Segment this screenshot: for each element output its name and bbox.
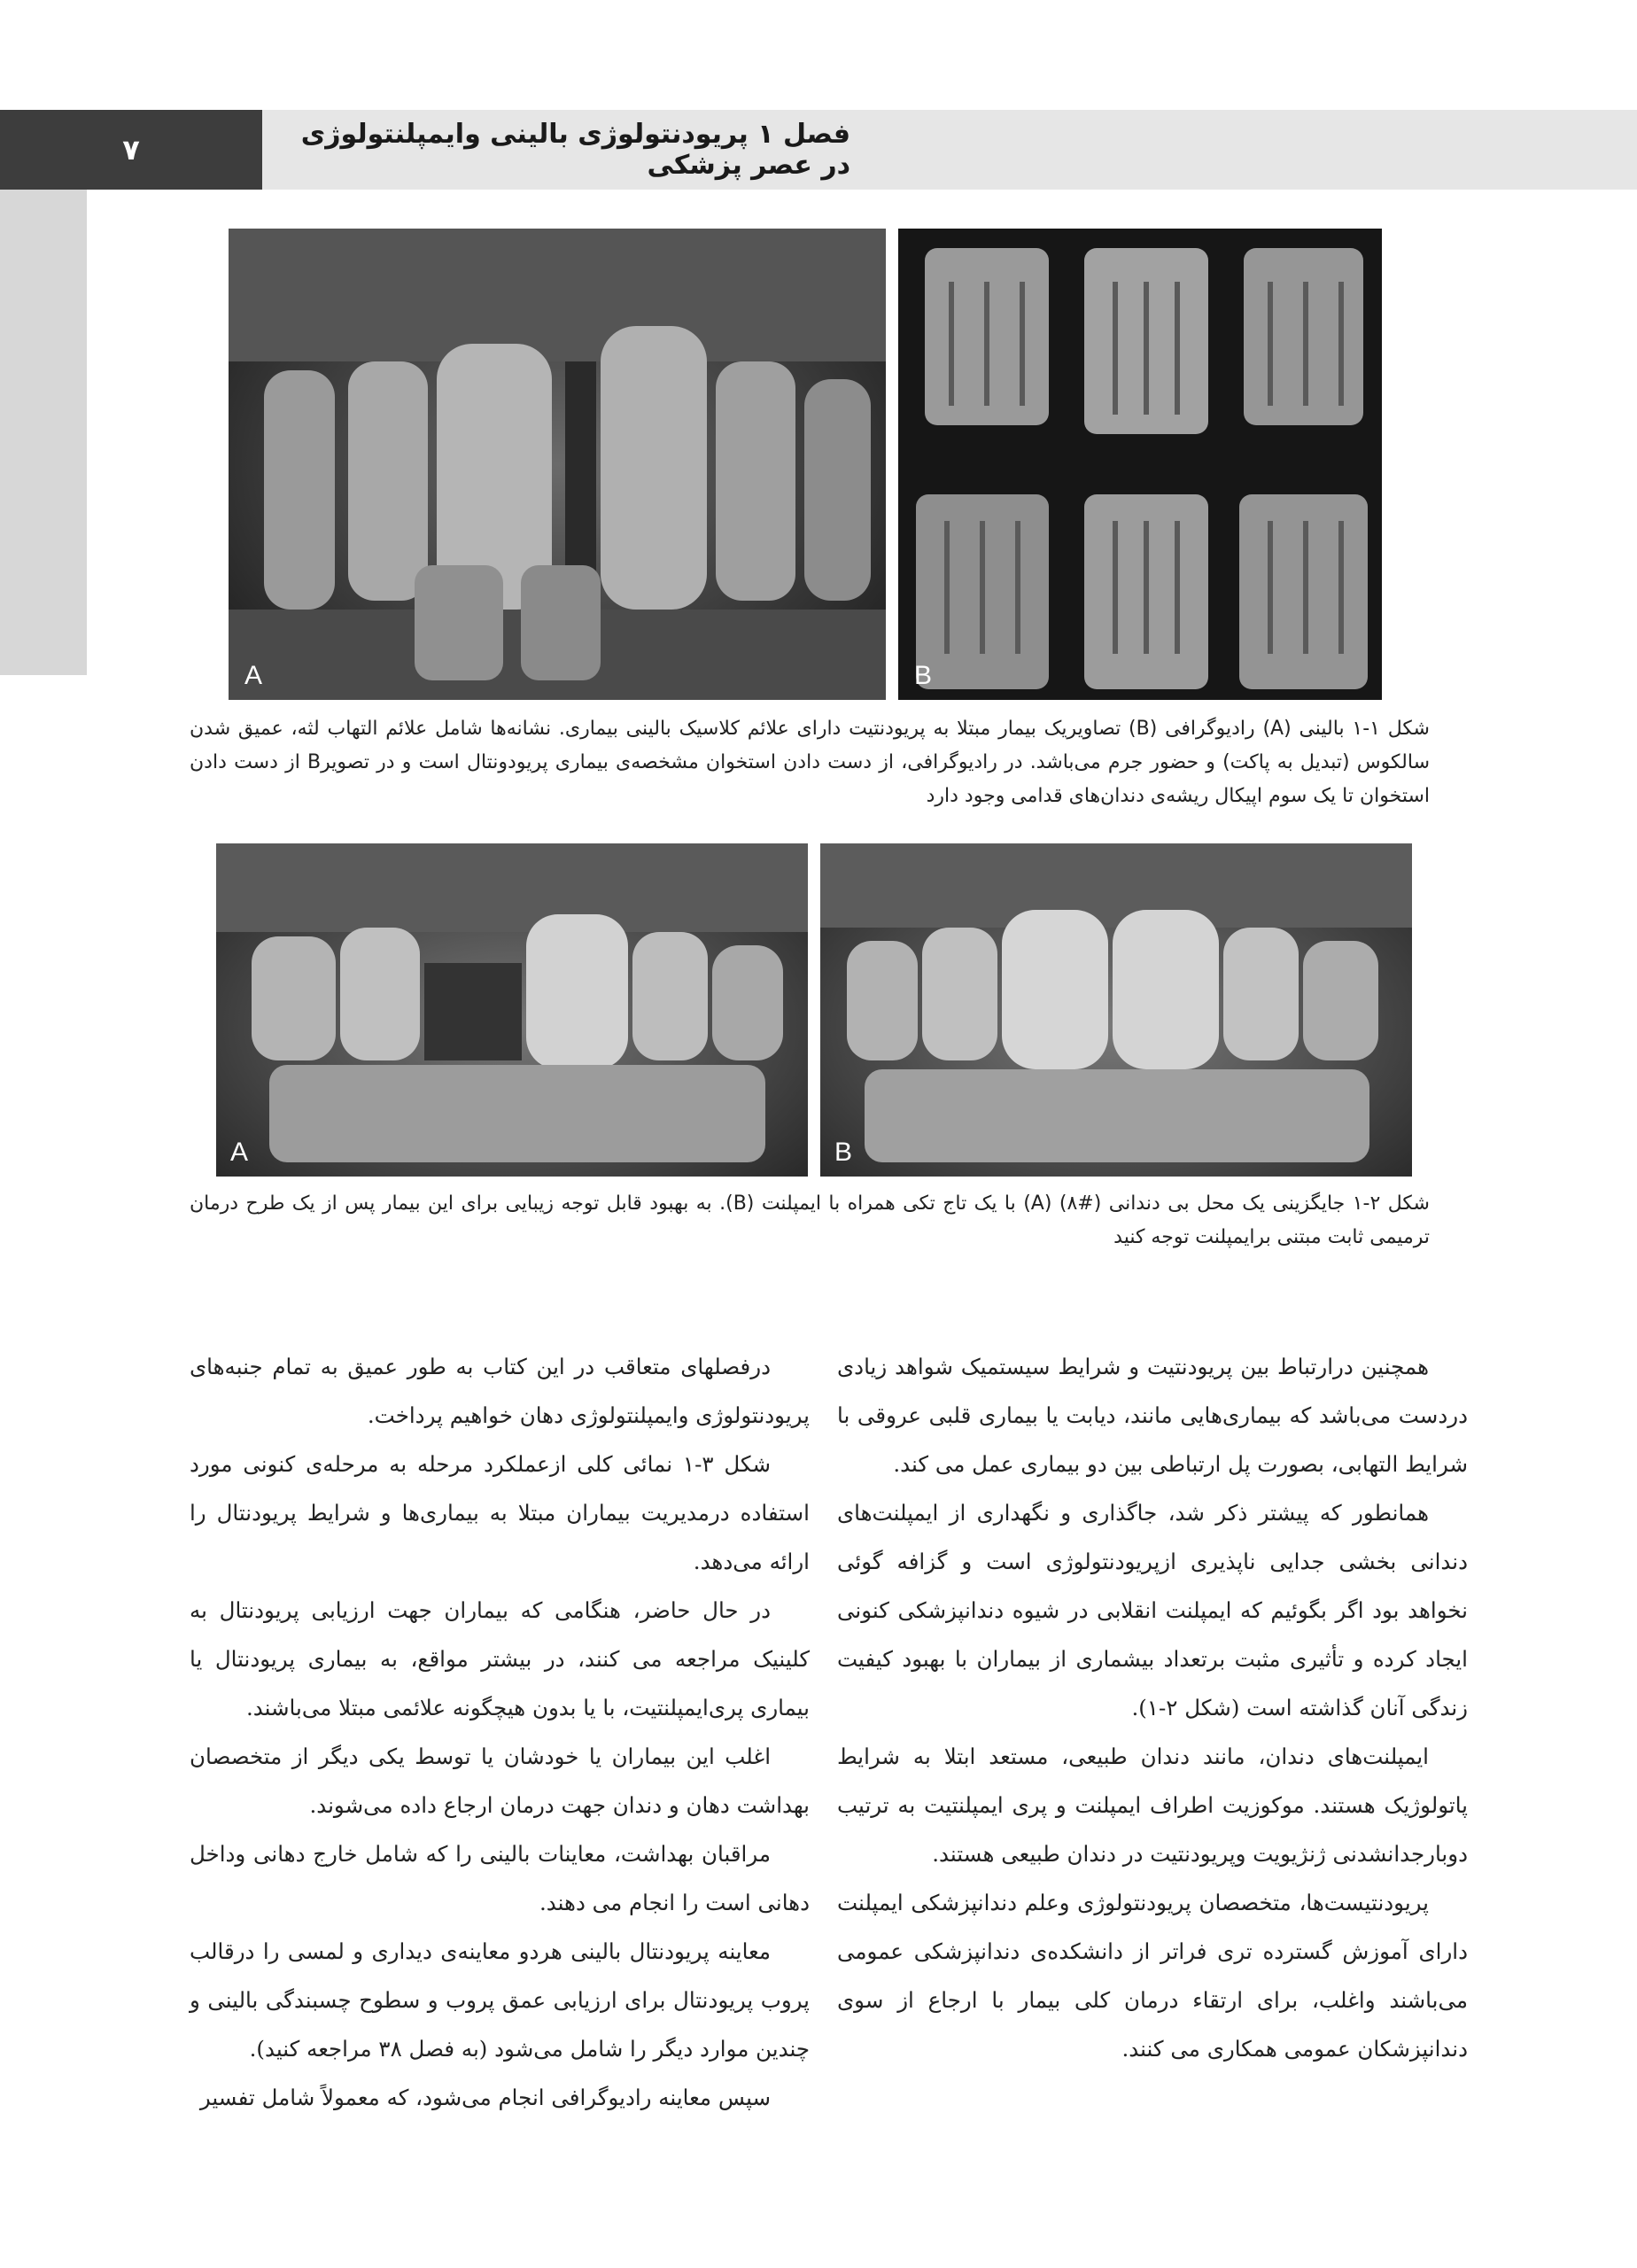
body-right-column xyxy=(837,1342,1468,2073)
figure2-caption: شکل ۲-۱ جایگزینی یک محل بی دندانی (#۸) (A) با یک تاج تکی همراه با ایمپلنت (B). به بهبود قابل توجه زیبایی برای این بیمار پس از یک طرح درمان ترمیمی ثابت مبتنی برایمپلنت توجه کنید xyxy=(190,1192,1430,1248)
body-paragraph: در حال حاضر، هنگامی که بیماران جهت ارزیابی پریودنتال به کلینیک مراجعه می کنند، در بیشتر مواقع، به بیماری پریودنتال یا بیماری پری‌ایمپلنتیت، با یا بدون هیچگونه علائمی مبتلا می‌باشند. xyxy=(190,1597,810,1720)
figure1-panel-a-label: A xyxy=(244,661,263,690)
body-left-column xyxy=(190,1342,810,2122)
figure1-panel-b-label: B xyxy=(914,661,933,690)
body-paragraph: مراقبان بهداشت، معاینات بالینی را که شامل خارج دهانی وداخل دهانی است را انجام می دهند. xyxy=(190,1841,810,1915)
body-paragraph: شکل ۳-۱ نمائی کلی ازعملکرد مرحله به مرحله‌ی کنونی مورد استفاده درمدیریت بیماران مبتلا به بیماری‌ها و شرایط پریودنتال را ارائه می‌دهد. xyxy=(190,1451,810,1574)
body-paragraph: پریودنتیست‌ها، متخصصان پریودنتولوژی وعلم دندانپزشکی ایمپلنت دارای آموزش گسترده تری فراتر از دانشکده‌ی دندانپزشکی عمومی می‌باشند واغلب، برای ارتقاء درمان کلی بیمار با ارجاع از سوی دندانپزشکان عمومی همکاری می کنند. xyxy=(837,1890,1468,2062)
body-paragraph: ایمپلنت‌های دندان، مانند دندان طبیعی، مستعد ابتلا به شرایط پاتولوژیک هستند. موکوزیت اطراف ایمپلنت و پری ایمپلنتیت به ترتیب دوبارجدانشدنی ژنژیویت وپریودنتیت در دندان طبیعی هستند. xyxy=(837,1744,1468,1867)
running-title: فصل ۱ پریودنتولوژی بالینی وایمپلنتولوژی در عصر پزشکی xyxy=(300,119,850,181)
body-paragraph: درفصلهای متعاقب در این کتاب به طور عمیق به تمام جنبه‌های پریودنتولوژی وایمپلنتولوژی دهان خواهیم پرداخت. xyxy=(190,1354,810,1428)
figure2-panel-b-label: B xyxy=(834,1138,853,1167)
side-tab xyxy=(0,190,87,675)
body-paragraph: همانطور که پیشتر ذکر شد، جاگذاری و نگهداری از ایمپلنت‌های دندانی بخشی جدایی ناپذیری ازپریودنتولوژی است و گزافه گوئی نخواهد بود اگر بگوئیم که ایمپلنت انقلابی در شیوه دندانپزشکی کنونی ایجاد کرده و تأثیری مثبت برتعداد بیشماری از بیماران با بهبود کیفیت زندگی آنان گذاشته است (شکل ۲-۱). xyxy=(837,1500,1468,1720)
body-paragraph: اغلب این بیماران یا خودشان یا توسط یکی دیگر از متخصصان بهداشت دهان و دندان جهت درمان ارجاع داده می‌شوند. xyxy=(190,1744,810,1818)
body-paragraph: همچنین درارتباط بین پریودنتیت و شرایط سیستمیک شواهد زیادی دردست می‌باشد که بیماری‌هایی مانند، دیابت یا بیماری قلبی عروقی با شرایط التهابی، بصورت پل ارتباطی بین دو بیماری عمل می کند. xyxy=(837,1354,1468,1477)
page-number: ۷ xyxy=(0,110,262,190)
figure2-panel-b-photo xyxy=(820,843,1412,1177)
figure1-caption: شکل ۱-۱ بالینی (A) رادیوگرافی (B) تصاویریک بیمار مبتلا به پریودنتیت دارای علائم کلاسیک بالینی بیماری. نشانه‌ها شامل علائم التهاب لثه، عمیق شدن سالکوس (تبدیل به پاکت) و حضور جرم می‌باشد. در رادیوگرافی، از دست دادن استخوان مشخصه‌ی بیماری پریودونتال است و در تصویرB از دست دادن استخوان تا یک سوم اپیکال ریشه‌ی دندان‌های قدامی وجود دارد xyxy=(190,718,1430,807)
body-paragraph: سپس معاینه رادیوگرافی انجام می‌شود، که معمولاً شامل تفسیر xyxy=(199,2085,771,2110)
figure2-panel-a-label: A xyxy=(230,1138,249,1167)
figure1-panel-b-radiographs xyxy=(898,229,1382,700)
figure2-panel-a-photo xyxy=(216,843,808,1177)
body-paragraph: معاینه پریودنتال بالینی هردو معاینه‌ی دیداری و لمسی را درقالب پروب پریودنتال برای ارزیابی عمق پروب و سطوح چسبندگی بالینی و چندین موارد دیگر را شامل می‌شود (به فصل ۳۸ مراجعه کنید). xyxy=(190,1938,810,2062)
figure1-panel-a-photo xyxy=(229,229,886,700)
